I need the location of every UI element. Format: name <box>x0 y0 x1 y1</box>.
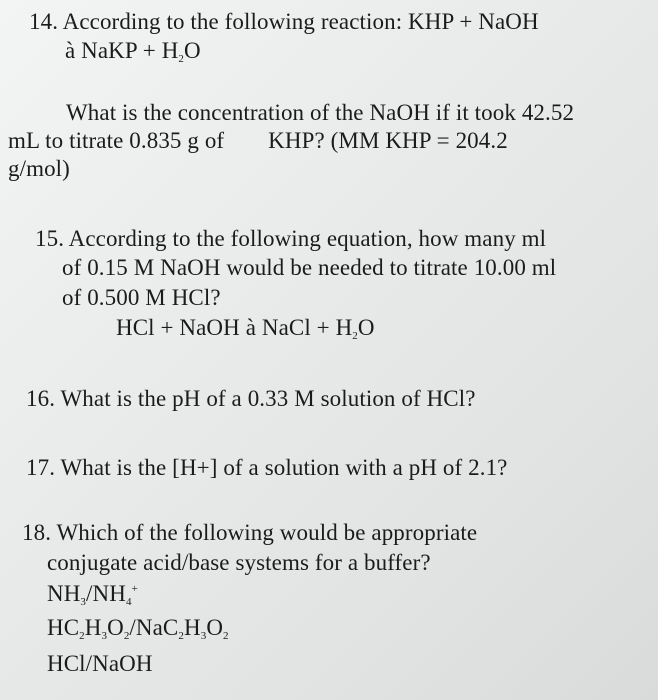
q14-line-5: g/mol) <box>8 156 70 181</box>
q16-text: 16. What is the pH of a 0.33 M solution of HCl? <box>26 386 476 411</box>
q18-line-1: 18. Which of the following would be appropriate <box>22 520 478 545</box>
q15-line-2: of 0.15 M NaOH would be needed to titrate 10.00 ml <box>62 255 557 280</box>
q15-equation: HCl + NaOH à NaCl + $H_2O$ <box>116 315 375 342</box>
q14-reaction-line: à NaKP + $H_2O$ <box>65 38 201 65</box>
q14-line-4: mL to titrate 0.835 g of KHP? (MM KHP = 204.2 <box>8 128 508 153</box>
q14-line-3: What is the concentration of the NaOH if it took 42.52 <box>66 100 575 125</box>
q18-option-hcl-naoh: HCl/NaOH <box>47 651 153 676</box>
q15-line-3: of 0.500 M HCl? <box>62 285 221 310</box>
q14-line-1: 14. According to the following reaction: KHP + NaOH <box>29 9 539 34</box>
q17-text: 17. What is the [H+] of a solution with a pH of 2.1? <box>26 455 508 480</box>
q18-option-acetate: $HC_2H_3O_2/NaC_2H_3O_2$ <box>47 615 229 642</box>
q18-line-2: conjugate acid/base systems for a buffer? <box>47 550 431 575</box>
q15-line-1: 15. According to the following equation, how many ml <box>35 226 547 251</box>
q18-option-nh3-nh4: $NH_3/NH_4^+$ <box>47 581 138 608</box>
